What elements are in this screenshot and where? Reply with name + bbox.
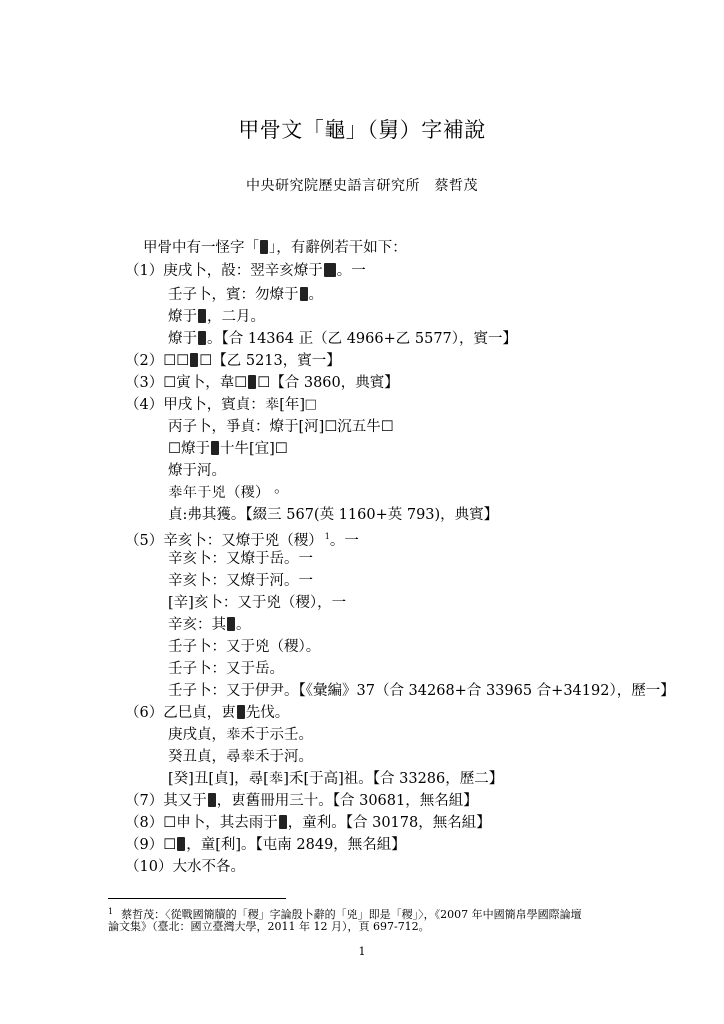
example-line: （10）大水不各。 — [125, 859, 245, 875]
example-line — [168, 307, 265, 327]
line-text: （3）☐寅卜，韋☐ — [125, 375, 248, 391]
footnote-continuation: 論文集》（臺北：國立臺灣大學，2011 年 12 月），頁 697-712。 — [108, 920, 430, 933]
oracle-glyph-icon — [279, 815, 287, 829]
line-text: 燎于 — [168, 331, 197, 347]
oracle-glyph-icon — [198, 331, 206, 345]
example-line: （4）甲戌卜，賓貞：𠦪[年]☐ — [125, 397, 317, 413]
line-text: （2）☐☐ — [125, 353, 190, 369]
example-line: 辛亥卜：又燎于河。一 — [168, 573, 313, 589]
example-line — [125, 261, 366, 281]
line-text: ☐【合 3860，典賓】 — [257, 375, 399, 391]
line-text: ，童[利]。【屯南 2849，無名組】 — [186, 837, 406, 853]
line-text: （1）庚戌卜，㱿：翌辛亥燎于 — [125, 263, 323, 279]
line-text: （5）辛亥卜：又燎于兇（稷） — [125, 533, 323, 549]
page-number: 1 — [358, 945, 366, 958]
line-text: 辛亥：其 — [168, 617, 226, 633]
intro-tail: 」，有辭例若干如下： — [269, 240, 407, 256]
example-line: 辛亥卜：又燎于岳。一 — [168, 551, 313, 567]
line-text: 燎于 — [168, 309, 197, 325]
oracle-glyph-icon — [324, 263, 336, 277]
oracle-glyph-icon — [300, 287, 308, 301]
line-text: ，童利。【合 30178，無名組】 — [287, 815, 491, 831]
oracle-glyph-icon — [248, 375, 256, 389]
example-line: 壬子卜：又于兇（稷）。 — [168, 639, 321, 655]
oracle-glyph-icon — [227, 617, 235, 631]
author-affiliation: 中央研究院歷史語言研究所 蔡哲茂 — [246, 178, 478, 194]
oracle-glyph-icon — [177, 837, 185, 851]
example-line: 壬子卜：又于岳。 — [168, 661, 284, 677]
intro-text: 甲骨中有一怪字「 — [143, 240, 259, 256]
example-line — [125, 791, 478, 811]
example-line: [癸]丑[貞]，尋[𠦪]禾[于高]祖。【合 33286，歷二】 — [168, 771, 504, 787]
document-title: 甲骨文「龜」（舅）字補說 — [238, 118, 486, 142]
line-text: （6）乙巳貞，叀 — [125, 705, 236, 721]
line-text: （7）其又于 — [125, 793, 207, 809]
footnote-mark: 1 — [108, 907, 114, 916]
example-line — [168, 285, 323, 305]
oracle-glyph-icon — [190, 353, 198, 367]
oracle-glyph-icon — [237, 705, 245, 719]
footnote-reference[interactable]: 1 — [324, 532, 330, 541]
example-line: 貞:弗其獲。【綴三 567(英 1160+英 793)，典賓】 — [168, 507, 499, 523]
example-line: [辛]亥卜：又于兇（稷），一 — [168, 595, 347, 611]
line-text: 十牛[宜]☐ — [220, 441, 288, 457]
line-text: 。【合 14364 正（乙 4966+乙 5577），賓一】 — [207, 331, 518, 347]
footnote-text: 蔡哲茂：〈從戰國簡牘的「稷」字論殷卜辭的「兇」即是「稷」〉，《2007 年中國簡帛學國際論壇 — [121, 908, 582, 921]
line-text: （8）☐申卜，其去雨于 — [125, 815, 278, 831]
line-text: ☐燎于 — [168, 441, 210, 457]
example-line — [125, 703, 289, 723]
line-text: ☐【乙 5213，賓一】 — [199, 353, 341, 369]
oracle-glyph-icon — [211, 441, 219, 455]
footnote-divider — [108, 898, 286, 899]
example-line — [125, 373, 399, 393]
example-line — [168, 439, 288, 459]
oracle-glyph-icon — [198, 309, 206, 323]
intro-line — [143, 238, 407, 258]
example-line: 庚戌貞，𠦪禾于示壬。 — [168, 727, 313, 743]
line-text: ，叀舊冊用三十。【合 30681，無名組】 — [216, 793, 478, 809]
line-text: ，二月。 — [207, 309, 265, 325]
line-text: 先伐。 — [245, 705, 290, 721]
line-text: 。一 — [336, 263, 366, 279]
line-text: 。 — [236, 617, 251, 633]
oracle-glyph-icon — [208, 793, 216, 807]
line-text: 。一 — [329, 533, 359, 549]
example-line — [125, 527, 359, 551]
example-line — [168, 329, 517, 349]
example-line: 癸丑貞，尋𠦪禾于河。 — [168, 749, 313, 765]
example-line: 𠦪年于兇（稷）。 — [168, 485, 284, 501]
example-line — [168, 615, 251, 635]
line-text: 壬子卜，賓：勿燎于 — [168, 287, 299, 303]
line-text: （9）☐ — [125, 837, 177, 853]
oracle-glyph-icon — [260, 240, 268, 254]
line-text: 。 — [308, 287, 323, 303]
example-line: 丙子卜，爭貞：燎于[河]☐沉五牛☐ — [168, 419, 394, 435]
example-line — [125, 351, 341, 371]
example-line: 燎于河。 — [168, 463, 226, 479]
example-line — [125, 835, 406, 855]
example-line: 壬子卜：又于伊尹。【《彙編》37（合 34268+合 33965 合+34192），歷一】 — [168, 683, 675, 699]
example-line — [125, 813, 491, 833]
